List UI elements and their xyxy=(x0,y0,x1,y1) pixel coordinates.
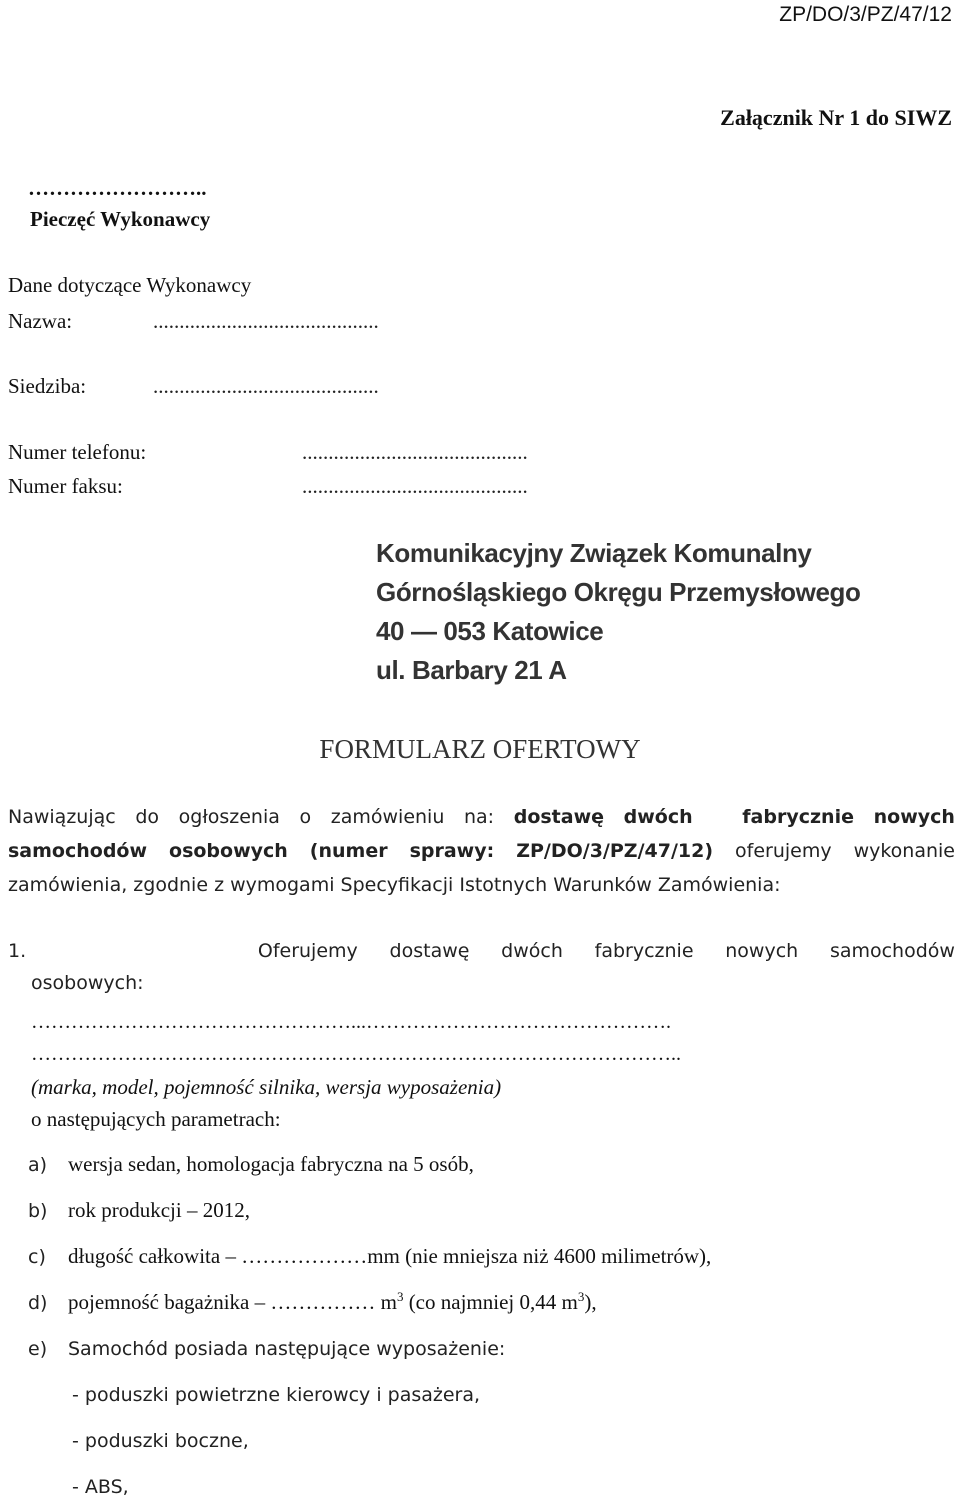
stamp-dots: …………………….. xyxy=(28,176,207,200)
recipient-line-1: Komunikacyjny Związek Komunalny xyxy=(376,538,812,568)
offer-vehicle-field-2[interactable]: …………………………………………………………………………………….. xyxy=(31,1043,681,1065)
seat-label: Siedziba: xyxy=(8,374,87,398)
form-title: FORMULARZ OFERTOWY xyxy=(319,734,641,764)
reference-number: ZP/DO/3/PZ/47/12 xyxy=(779,3,952,26)
equipment-item-side-airbags: - poduszki boczne, xyxy=(72,1430,249,1452)
name-field[interactable]: ........................................... xyxy=(153,309,379,333)
param-e-text: Samochód posiada następujące wyposażenie: xyxy=(68,1338,506,1360)
vehicle-hint: (marka, model, pojemność silnika, wersja wyposażenia) xyxy=(31,1075,502,1099)
stamp-label: Pieczęć Wykonawcy xyxy=(30,207,211,231)
recipient-line-3: 40 — 053 Katowice xyxy=(376,616,604,646)
offer-line-1: 1. Oferujemy dostawę dwóch fabrycznie nowych samochodów xyxy=(8,940,955,962)
recipient-line-2: Górnośląskiego Okręgu Przemysłowego xyxy=(376,577,861,607)
intro-line-3: zamówienia, zgodnie z wymogami Specyfikacji Istotnych Warunków Zamówienia: xyxy=(8,874,781,896)
annex-label: Załącznik Nr 1 do SIWZ xyxy=(720,105,952,130)
fax-field[interactable]: ........................................... xyxy=(302,474,528,498)
param-a-letter: a) xyxy=(28,1154,48,1176)
intro-line-1: Nawiązując do ogłoszenia o zamówieniu na: dostawę dwóch fabrycznie nowych xyxy=(8,806,955,828)
param-b-text: rok produkcji – 2012, xyxy=(68,1198,250,1222)
offer-number: 1. xyxy=(8,940,27,962)
params-intro: o następujących parametrach: xyxy=(31,1107,281,1131)
param-c-letter: c) xyxy=(28,1246,46,1268)
phone-label: Numer telefonu: xyxy=(8,440,147,464)
intro-line-2: samochodów osobowych (numer sprawy: ZP/DO/3/PZ/47/12) oferujemy wykonanie xyxy=(8,840,955,862)
equipment-item-abs: - ABS, xyxy=(72,1476,129,1498)
offer-line-2: osobowych: xyxy=(31,972,144,994)
param-d-text[interactable]: pojemność bagażnika – …………… $m^3$ (co najmniej 0,44 $m^3$), xyxy=(68,1289,597,1314)
offer-vehicle-field-1[interactable]: …………………………………………...………………………………………. xyxy=(31,1011,671,1033)
param-c-text[interactable]: długość całkowita – ………………mm (nie mniejsza niż 4600 milimetrów), xyxy=(68,1244,712,1268)
param-d-letter: d) xyxy=(28,1292,48,1314)
seat-field[interactable]: ........................................... xyxy=(153,374,379,398)
fax-label: Numer faksu: xyxy=(8,474,123,498)
recipient-line-4: ul. Barbary 21 A xyxy=(376,655,567,685)
name-label: Nazwa: xyxy=(8,309,73,333)
phone-field[interactable]: ........................................... xyxy=(302,440,528,464)
param-e-letter: e) xyxy=(28,1338,48,1360)
equipment-item-airbags: - poduszki powietrzne kierowcy i pasażera, xyxy=(72,1384,481,1406)
contractor-heading: Dane dotyczące Wykonawcy xyxy=(8,273,252,297)
param-b-letter: b) xyxy=(28,1200,48,1222)
param-a-text: wersja sedan, homologacja fabryczna na 5 osób, xyxy=(68,1152,474,1176)
